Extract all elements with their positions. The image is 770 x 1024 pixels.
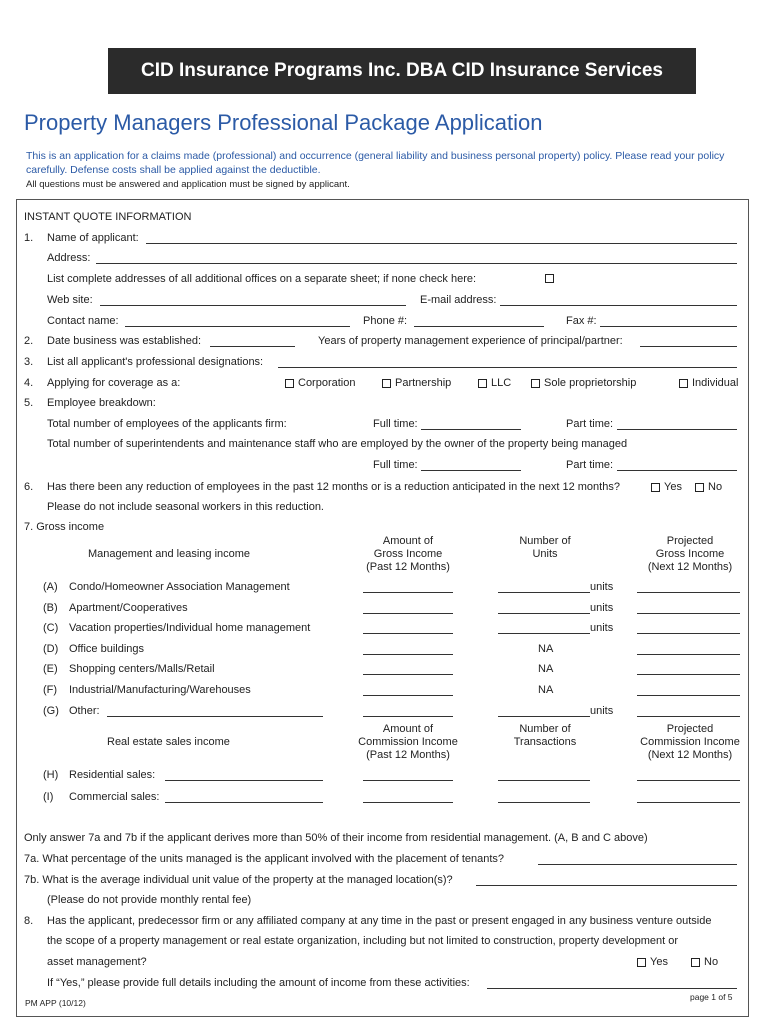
row-b-units-field[interactable] (498, 613, 590, 614)
sole-proprietorship-label: Sole proprietorship (544, 377, 637, 389)
address-label: Address: (47, 252, 91, 264)
scol-projected-heading (630, 723, 750, 762)
q7b-field[interactable] (476, 885, 737, 886)
row-f-amount-field[interactable] (363, 695, 453, 696)
row-e-amount-field[interactable] (363, 674, 453, 675)
scol-projected-line1: Projected (666, 723, 714, 735)
contact-label: Contact name: (47, 315, 119, 327)
row-d-projected-field[interactable] (637, 654, 740, 655)
row-i-code: (I) (43, 791, 54, 803)
q7a-field[interactable] (538, 864, 737, 865)
col-units-line1: Number of (519, 535, 571, 547)
row-d-amount-field[interactable] (363, 654, 453, 655)
row-b-code: (B) (43, 602, 58, 614)
applicant-name-field[interactable] (146, 243, 737, 244)
q8-no-label: No (704, 956, 719, 968)
col-projected-line1: Projected (666, 535, 714, 547)
row-g-label: Other: (69, 705, 100, 717)
individual-checkbox[interactable] (679, 379, 688, 388)
superintendents-label: Total number of superintendents and maintenance staff who are employed by the owner of the property being managed (47, 438, 628, 450)
col-amount-heading (348, 535, 468, 574)
row-a-amount-field[interactable] (363, 592, 453, 593)
reduction-no-checkbox[interactable] (695, 483, 704, 492)
q8-line2: the scope of a property management or real estate organization, including but not limited to construction, property development or (47, 935, 679, 947)
email-label: E-mail address: (420, 294, 497, 306)
llc-label: LLC (491, 377, 512, 389)
row-b-amount-field[interactable] (363, 613, 453, 614)
q8-line3: asset management? (47, 956, 147, 968)
part-time-field[interactable] (617, 429, 737, 430)
full-time-field[interactable] (421, 429, 521, 430)
gross-income-label: 7. Gross income (24, 521, 105, 533)
partnership-label: Partnership (395, 377, 452, 389)
page-title: Property Managers Professional Package Application (24, 110, 543, 135)
staff-full-time-field[interactable] (421, 470, 521, 471)
designations-label: List all applicant's professional designations: (47, 356, 264, 368)
row-h-label: Residential sales: (69, 769, 156, 781)
q8-details-label: If “Yes,” please provide full details including the amount of income from these activities: (47, 977, 470, 989)
row-g-amount-field[interactable] (363, 716, 453, 717)
row-i-amount-field[interactable] (363, 802, 453, 803)
row-c-label: Vacation properties/Individual home management (69, 622, 311, 634)
coverage-label: Applying for coverage as a: (47, 377, 181, 389)
contact-field[interactable] (125, 326, 350, 327)
col-projected-line3: (Next 12 Months) (647, 561, 733, 573)
instructions-note: All questions must be answered and application must be signed by applicant. (26, 179, 350, 190)
q8-no-checkbox[interactable] (691, 958, 700, 967)
row-c-code: (C) (43, 622, 59, 634)
row-g-units-label: units (590, 705, 614, 717)
staff-part-time-field[interactable] (617, 470, 737, 471)
row-b-projected-field[interactable] (637, 613, 740, 614)
row-f-code: (F) (43, 684, 58, 696)
reduction-yes-checkbox[interactable] (651, 483, 660, 492)
fax-field[interactable] (600, 326, 737, 327)
row-a-code: (A) (43, 581, 58, 593)
scol-transactions-line2: Transactions (513, 736, 577, 748)
management-heading: Management and leasing income (88, 548, 251, 560)
col-projected-line2: Gross Income (655, 548, 725, 560)
row-c-units-label: units (590, 622, 614, 634)
scol-projected-line2: Commission Income (640, 736, 740, 748)
q2-number: 2. (24, 335, 34, 347)
seasonal-note: Please do not include seasonal workers in this reduction. (47, 501, 324, 513)
q3-number: 3. (24, 356, 34, 368)
llc-checkbox[interactable] (478, 379, 487, 388)
row-i-transactions-field[interactable] (498, 802, 590, 803)
q7b-note: (Please do not provide monthly rental fee) (47, 894, 252, 906)
established-label: Date business was established: (47, 335, 202, 347)
established-field[interactable] (210, 346, 295, 347)
q8-yes-label: Yes (650, 956, 668, 968)
offices-label: List complete addresses of all additional offices on a separate sheet; if none check here: (47, 273, 477, 285)
row-g-projected-field[interactable] (637, 716, 740, 717)
q7ab-intro: Only answer 7a and 7b if the applicant derives more than 50% of their income from residential management. (A, B and C above) (24, 832, 648, 844)
staff-full-time-label: Full time: (373, 459, 418, 471)
total-employees-label: Total number of employees of the applicants firm: (47, 418, 287, 430)
row-a-projected-field[interactable] (637, 592, 740, 593)
row-i-projected-field[interactable] (637, 802, 740, 803)
page-number: page 1 of 5 (690, 992, 733, 1002)
website-field[interactable] (100, 305, 406, 306)
experience-label: Years of property management experience of principal/partner: (318, 335, 623, 347)
row-e-units-label: NA (538, 663, 554, 675)
reduction-yes-label: Yes (664, 481, 682, 493)
row-c-projected-field[interactable] (637, 633, 740, 634)
row-g-code: (G) (43, 705, 59, 717)
intro-text: This is an application for a claims made (professional) and occurrence (general liability and business personal property) policy. Please read your policy carefully. Defense costs shall be applied against the deductible. (26, 150, 725, 176)
corporation-label: Corporation (298, 377, 356, 389)
row-a-units-field[interactable] (498, 592, 590, 593)
scol-transactions-line1: Number of (519, 723, 571, 735)
phone-label: Phone #: (363, 315, 408, 327)
q7b-question: 7b. What is the average individual unit value of the property at the managed location(s)? (24, 874, 453, 886)
scol-transactions-heading (485, 723, 605, 749)
reduction-question: Has there been any reduction of employees in the past 12 months or is a reduction anticipated in the next 12 months? (47, 481, 620, 493)
row-a-label: Condo/Homeowner Association Management (69, 581, 290, 593)
row-a-units-label: units (590, 581, 614, 593)
row-f-projected-field[interactable] (637, 695, 740, 696)
row-i-detail-field[interactable] (165, 802, 323, 803)
form-code: PM APP (10/12) (25, 998, 86, 1008)
col-units-line2: Units (532, 548, 558, 560)
row-d-label: Office buildings (69, 643, 145, 655)
col-amount-line3: (Past 12 Months) (366, 561, 450, 573)
row-e-label: Shopping centers/Malls/Retail (69, 663, 215, 675)
address-field[interactable] (96, 263, 737, 264)
q8-details-field[interactable] (487, 988, 737, 989)
website-label: Web site: (47, 294, 93, 306)
banner-text: CID Insurance Programs Inc. DBA CID Insurance Services (141, 60, 663, 81)
q7a-question: 7a. What percentage of the units managed is the applicant involved with the placement of tenants? (24, 853, 505, 865)
col-projected-heading (630, 535, 750, 574)
sole-proprietorship-checkbox[interactable] (531, 379, 540, 388)
sales-heading: Real estate sales income (107, 736, 230, 748)
row-e-code: (E) (43, 663, 58, 675)
row-h-transactions-field[interactable] (498, 780, 590, 781)
scol-projected-line3: (Next 12 Months) (647, 749, 733, 761)
row-g-other-field[interactable] (107, 716, 323, 717)
employee-breakdown-label: Employee breakdown: (47, 397, 156, 409)
header-banner (108, 48, 696, 94)
q6-number: 6. (24, 481, 34, 493)
q5-number: 5. (24, 397, 34, 409)
row-b-label: Apartment/Cooperatives (69, 602, 188, 614)
row-d-code: (D) (43, 643, 59, 655)
scol-amount-line2: Commission Income (358, 736, 458, 748)
q4-number: 4. (24, 377, 34, 389)
scol-amount-heading (348, 723, 468, 762)
staff-part-time-label: Part time: (566, 459, 614, 471)
partnership-checkbox[interactable] (382, 379, 391, 388)
row-f-units-label: NA (538, 684, 554, 696)
row-d-units-label: NA (538, 643, 554, 655)
col-units-heading (485, 535, 605, 561)
row-b-units-label: units (590, 602, 614, 614)
full-time-label: Full time: (373, 418, 418, 430)
row-g-units-field[interactable] (498, 716, 590, 717)
row-h-projected-field[interactable] (637, 780, 740, 781)
section-title: INSTANT QUOTE INFORMATION (24, 211, 192, 223)
row-c-units-field[interactable] (498, 633, 590, 634)
q8-yes-checkbox[interactable] (637, 958, 646, 967)
row-h-code: (H) (43, 769, 59, 781)
no-offices-checkbox[interactable] (545, 274, 554, 283)
individual-label: Individual (692, 377, 739, 389)
q1-number: 1. (24, 232, 34, 244)
email-field[interactable] (500, 305, 737, 306)
row-f-label: Industrial/Manufacturing/Warehouses (69, 684, 251, 696)
col-amount-line2: Gross Income (373, 548, 443, 560)
phone-field[interactable] (414, 326, 544, 327)
row-h-detail-field[interactable] (165, 780, 323, 781)
row-h-amount-field[interactable] (363, 780, 453, 781)
applicant-name-label: Name of applicant: (47, 232, 139, 244)
row-i-label: Commercial sales: (69, 791, 160, 803)
scol-amount-line3: (Past 12 Months) (366, 749, 450, 761)
scol-amount-line1: Amount of (382, 723, 434, 735)
experience-field[interactable] (640, 346, 737, 347)
row-e-projected-field[interactable] (637, 674, 740, 675)
reduction-no-label: No (708, 481, 723, 493)
q8-number: 8. (24, 915, 34, 927)
col-amount-line1: Amount of (382, 535, 434, 547)
corporation-checkbox[interactable] (285, 379, 294, 388)
part-time-label: Part time: (566, 418, 614, 430)
q8-line1: Has the applicant, predecessor firm or any affiliated company at any time in the past or present engaged in any business venture outside (47, 915, 712, 927)
row-c-amount-field[interactable] (363, 633, 453, 634)
fax-label: Fax #: (566, 315, 597, 327)
designations-field[interactable] (278, 367, 737, 368)
